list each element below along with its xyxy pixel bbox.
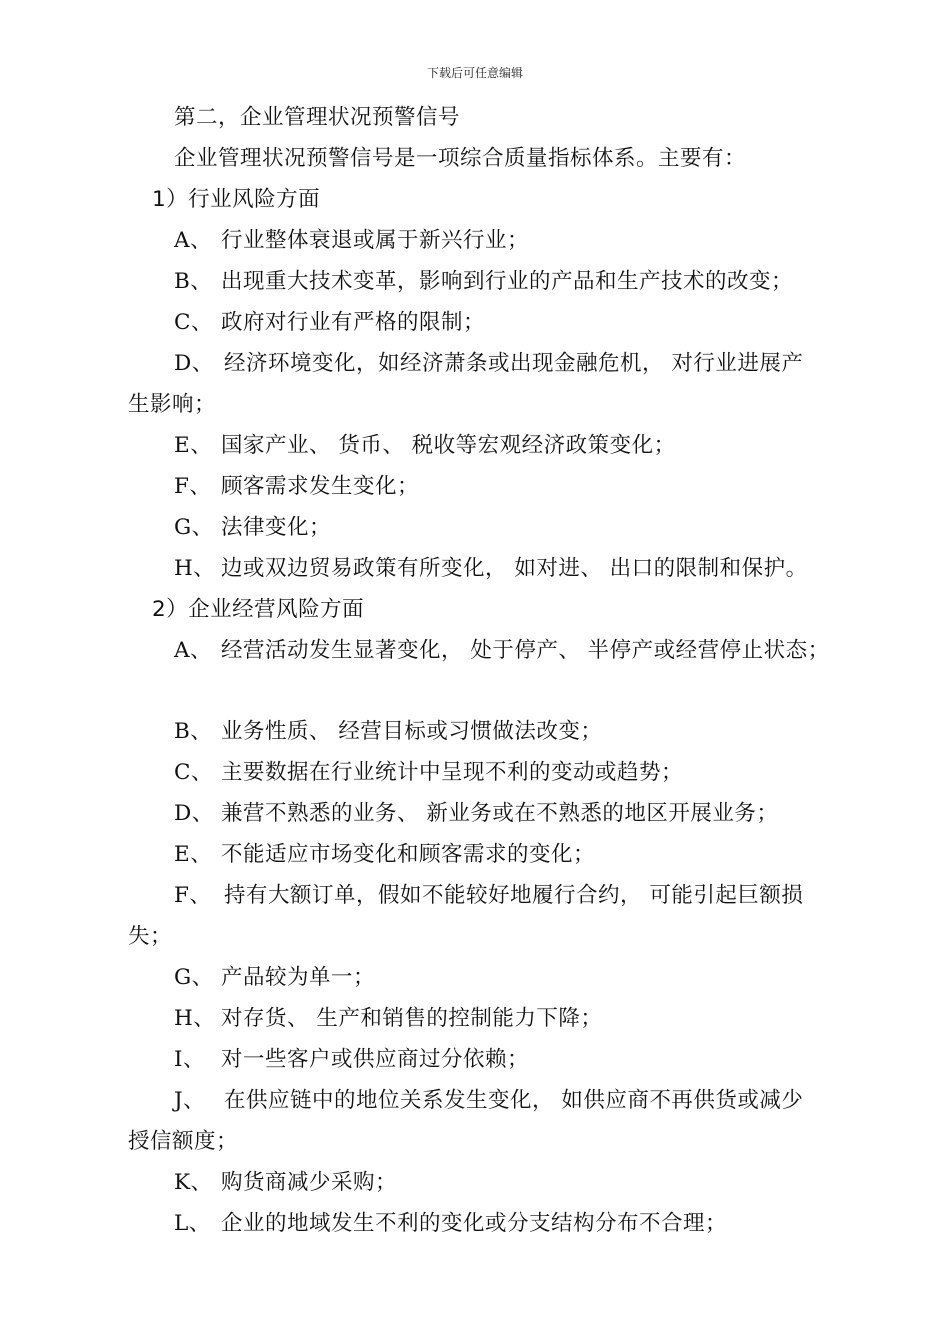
item-text: 对存货、 生产和销售的控制能力下降； <box>221 1006 603 1031</box>
list-item <box>174 762 683 784</box>
list-item <box>174 517 331 539</box>
item-marker: A、 <box>174 638 213 663</box>
list-item <box>174 230 529 252</box>
list-item <box>174 803 778 825</box>
list-item <box>174 435 676 457</box>
item-marker: B、 <box>174 719 213 744</box>
item-marker: G、 <box>174 515 214 540</box>
list-item <box>174 1049 529 1071</box>
section-title: 第二，企业管理状况预警信号 <box>174 105 461 130</box>
item-text: 边或双边贸易政策有所变化， 如对进、 出口的限制和保护。 <box>221 556 808 581</box>
item-marker: E、 <box>174 433 213 458</box>
list-item <box>174 1008 602 1030</box>
item-marker: D、 <box>174 801 214 826</box>
item-marker: A、 <box>174 228 213 253</box>
section-2-heading: 2）企业经营风险方面 <box>152 597 365 622</box>
item-continuation: 生影响； <box>128 392 217 417</box>
item-marker: G、 <box>174 965 214 990</box>
item-text: 行业整体衰退或属于新兴行业； <box>221 228 530 253</box>
item-marker: D、 <box>174 351 214 376</box>
page-header: 下载后可任意编辑 <box>426 66 523 80</box>
list-item <box>174 640 830 662</box>
list-item <box>174 312 485 334</box>
item-continuation: 授信额度； <box>128 1129 239 1154</box>
item-marker: F、 <box>174 474 212 499</box>
item-continuation: 失； <box>128 924 173 949</box>
item-marker: H、 <box>174 1006 216 1031</box>
list-item <box>174 558 808 580</box>
item-text: 产品较为单一； <box>221 965 376 990</box>
item-text: 业务性质、 经营目标或习惯做法改变； <box>221 719 603 744</box>
list-item <box>174 1172 397 1194</box>
item-marker: H、 <box>174 556 216 581</box>
section-1-heading: 1）行业风险方面 <box>152 187 321 212</box>
item-text: 企业的地域发生不利的变化或分支结构分布不合理； <box>221 1211 728 1236</box>
item-text: 出现重大技术变革，影响到行业的产品和生产技术的改变； <box>221 269 794 294</box>
item-text: 主要数据在行业统计中呈现不利的变动或趋势； <box>221 760 684 785</box>
item-text: 在供应链中的地位关系发生变化， 如供应商不再供货或减少 <box>224 1088 804 1113</box>
list-item <box>174 271 793 293</box>
item-text: 兼营不熟悉的业务、 新业务或在不熟悉的地区开展业务； <box>221 801 779 826</box>
item-text: 购货商减少采购； <box>221 1170 398 1195</box>
list-item <box>174 844 595 866</box>
intro-paragraph: 企业管理状况预警信号是一项综合质量指标体系。主要有： <box>174 146 747 171</box>
list-item <box>174 967 375 989</box>
list-item <box>174 1090 803 1112</box>
item-marker: B、 <box>174 269 213 294</box>
item-marker: I、 <box>174 1047 205 1072</box>
item-text: 法律变化； <box>221 515 332 540</box>
item-text: 经营活动发生显著变化， 处于停产、 半停产或经营停止状态； <box>221 638 830 663</box>
item-marker: E、 <box>174 842 213 867</box>
item-marker: F、 <box>174 883 212 908</box>
item-text: 对一些客户或供应商过分依赖； <box>221 1047 530 1072</box>
item-text: 经济环境变化，如经济萧条或出现金融危机， 对行业进展产 <box>224 351 804 376</box>
item-text: 不能适应市场变化和顾客需求的变化； <box>221 842 596 867</box>
item-marker: C、 <box>174 310 213 335</box>
list-item <box>174 885 803 907</box>
list-item <box>174 476 419 498</box>
item-text: 国家产业、 货币、 税收等宏观经济政策变化； <box>221 433 676 458</box>
item-text: 顾客需求发生变化； <box>221 474 420 499</box>
list-item <box>174 721 602 743</box>
list-item <box>174 353 803 375</box>
list-item <box>174 1213 727 1235</box>
item-marker: L、 <box>174 1211 211 1236</box>
item-marker: K、 <box>174 1170 213 1195</box>
item-text: 持有大额订单，假如不能较好地履行合约， 可能引起巨额损 <box>224 883 804 908</box>
item-marker: J、 <box>174 1088 206 1113</box>
item-marker: C、 <box>174 760 213 785</box>
item-text: 政府对行业有严格的限制； <box>221 310 486 335</box>
